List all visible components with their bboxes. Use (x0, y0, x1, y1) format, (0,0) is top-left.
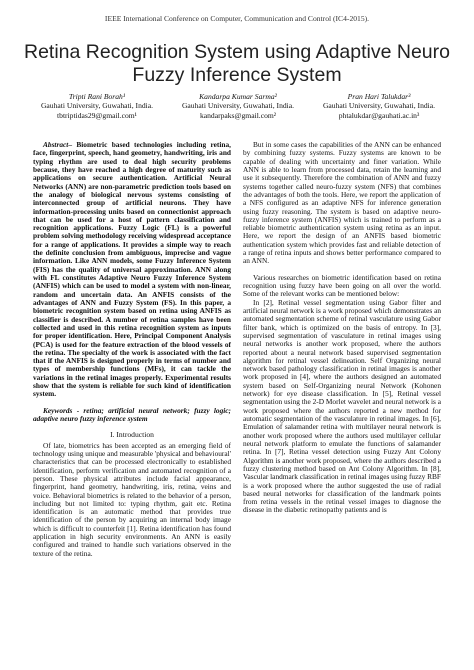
author-email: tbtriptidas29@gmail.com¹ (57, 110, 137, 120)
abstract-text: – Biometric based technologies including retina, face, fingerprint, speech, hand geometry, handwriting, iris and typing rhythm are used to deal high security problems because, they have reached a high degree of maturity such as applications on secure authentication. Artificial Neural Networks (ANN) are non-parametric prediction tools based on the analogy of biological nervous systems consisting of interconnected group of artificial neurons. They have information-processing units based on connectionist approach that can be used for a host of pattern classification and recognition applications. Fuzzy Logic (FL) is a powerful problem solving methodology receiving widespread acceptance for a range of applications. It provides a simple way to reach the definite conclusion from ambiguous, imprecise and vague information. Like ANN models, some Fuzzy Inference System (FIS) has the quality of universal approximation. ANN along with FL constitutes Adaptive Neuro Fuzzy Inference System (ANFIS) which can be used to model a system with non-linear, random and uncertain data. An ANFIS consists of the advantages of ANN and Fuzzy System (FS). In this paper, a biometric recognition system based on retina using ANFIS as classifier is described. A number of retina samples have been collected and used in this retina recognition system as inputs for proper identification. Here, Principal Component Analysis (PCA) is used for the feature extraction of the blood vessels of the retina. The specialty of the work is associated with the fact that if the ANFIS is designed properly in terms of number and types of membership functions (MFs), it can tackle the variations in the retinal images properly. Experimental results show that the system is reliable for such kind of identification system. (33, 140, 231, 399)
author-name: Tripti Rani Borah¹ (68, 92, 126, 101)
body-paragraph-3: In [2], Retinal vessel segmentation using Gabor filter and artificial neural network is a work proposed which demonstrates an automated segmentation scheme of retinal vasculature using Gabor filter bank, which is optimized on the basis of entropy. In [3], supervised segmentation of vasculature in retinal images using neural networks is another work proposed, where the authors reported about a neural network based supervised segmentation algorithm for retinal vessel delineation. Self Organizing neural network based pathology classification in retinal images is another work proposed in [4], where the authors designed an automated system based on Self-Organizing neural Network (Kohonen network) for eye disease classification. In [5], Retinal vessel segmentation using the 2-D Morlet wavelet and neural network is a work proposed where the authors reported a new method for automatic segmentation of the vasculature in retinal images. In [6], Emulation of salamander retina with multilayer neural network is another work proposed where the authors used multilayer cellular neural network platform to emulate the functions of salamander retina. In [7], Retina vessel detection using Fuzzy Ant Colony Algorithm is another work proposed, where the authors described a fuzzy clustering method based on Ant Colony Algorithm. In [8], Vascular landmark classification in retinal images using fuzzy RBF is a work proposed where the author suggested the use of radial based neural networks for classification of the landmark points from retina vessels in the retinal vessel images to diagnose the disease in the diabetic retinopathy patients and is (243, 297, 441, 515)
author-affiliation: Gauhati University, Guwahati, India. (322, 101, 436, 111)
author-email: phtalukdar@gauhati.ac.in³ (338, 110, 420, 120)
intro-paragraph: Of late, biometrics has been accepted as an emerging field of technology using unique and measurable 'physical and behavioural' characteristics that can be processed electronically to established identification, perform verification and automated recognition of a person. These physical attributes include facial appearance, fingerprint, hand geometry, handwriting, iris, retina, veins and voice. Behavioral biometrics is related to the behavior of a person, including but not limited to: typing rhythm, gait etc. Retina identification is an automatic method that provides true identification of the person by acquiring an internal body image which is difficult to counterfeit [1]. Retina identification has found application in high security environments. An ANN is easily configured and trained to handle such variations observed in the texture of the retina. (33, 440, 231, 558)
author-affiliation: Gauhati University, Guwahati, India. (40, 101, 154, 111)
keywords-label: Keywords (43, 405, 73, 415)
left-column (33, 141, 231, 558)
abstract (33, 141, 231, 399)
body-paragraph-2: Various researches on biometric identification based on retina recognition using fuzzy have been going on all over the world. Some of the relevant works can be mentioned below: (243, 272, 441, 299)
body-paragraph-1: But in some cases the capabilities of the ANN can be enhanced by combining fuzzy systems. Fuzzy systems are known to be capable of dealing with uncertainty and finer variation. While ANN is able to learn from processed data, retain the learning and use it subsequently. Therefore the combination of ANN and fuzzy systems together called neuro-fuzzy system (NFS) that combines the advantages of both the tools. Here, we report the application of a NFS configured as an adaptive NFS for inference generation using fuzzy reasoning. The system is based on adaptive neuro-fuzzy inference system (ANFIS) which is trained to perform as a reliable biometric authentication system using retina as an input. Here, we report the design of an ANFIS based biometric authentication system which provides fast and reliable detection of a range of retina inputs and shows better performance compared to an ANN. (243, 140, 441, 266)
author-name: Kandarpa Kumar Sarma² (199, 92, 277, 101)
author-email: kandarpaks@gmail.com² (199, 110, 277, 120)
keywords-text: - retina; artificial neural network; fuzzy logic; adaptive neuro fuzzy inference system (33, 405, 232, 423)
right-column (243, 141, 441, 515)
author-block (28, 92, 448, 120)
author-name: Pran Hari Talukdar³ (347, 92, 411, 101)
author-affiliation: Gauhati University, Guwahati, India. (181, 101, 295, 111)
paper-title: Retina Recognition System using Adaptive Neuro Fuzzy Inference System (24, 41, 450, 86)
conference-header: IEEE International Conference on Computer, Communication and Control (IC4-2015). (104, 14, 370, 23)
author-2 (169, 92, 307, 120)
author-1 (28, 92, 166, 120)
keywords (33, 407, 231, 424)
section-heading-introduction: I. Introduction (110, 430, 154, 440)
author-3 (310, 92, 448, 120)
abstract-label: Abstract (43, 140, 69, 149)
